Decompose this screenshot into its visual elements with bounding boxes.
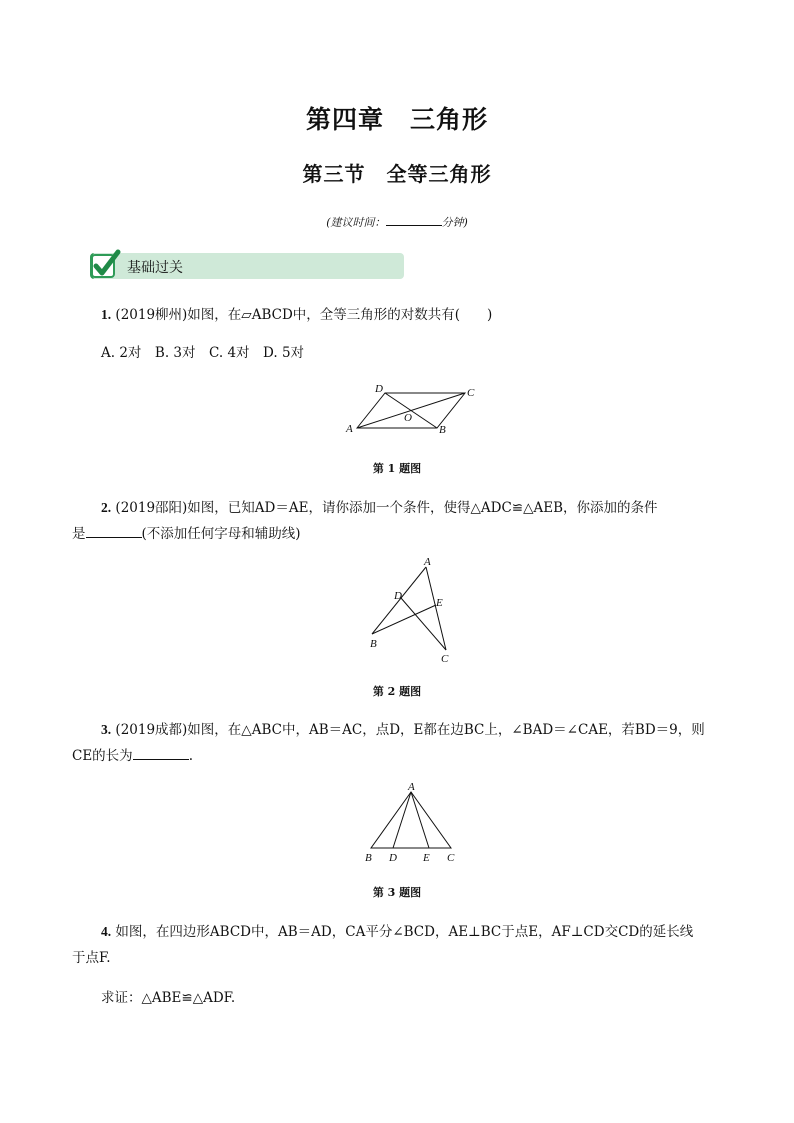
question-number: 2.	[101, 500, 112, 515]
label-d: D	[389, 852, 397, 864]
label-a: A	[424, 556, 431, 568]
question-4-proof: 求证：△ABE≌△ADF.	[101, 990, 236, 1006]
time-hint-suffix: 分钟)	[441, 216, 468, 229]
section-banner	[90, 253, 404, 279]
answer-blank[interactable]	[86, 525, 142, 538]
label-c: C	[467, 387, 475, 399]
figure-1-parallelogram	[340, 380, 480, 440]
question-text: (不添加任何字母和辅助线)	[141, 526, 301, 542]
label-o: O	[404, 412, 412, 424]
question-2	[101, 494, 726, 522]
label-a: A	[408, 781, 415, 793]
question-4-line2: 于点F.	[72, 950, 111, 966]
segment-be	[372, 605, 436, 634]
segment-ad	[393, 792, 411, 848]
label-b: B	[439, 424, 446, 436]
question-4	[101, 918, 726, 946]
question-3	[101, 716, 726, 744]
question-1	[101, 301, 726, 329]
label-b: B	[365, 852, 372, 864]
section-title: 第三节 全等三角形	[302, 162, 492, 186]
figure-2-caption: 第 2 题图	[372, 685, 422, 698]
question-1-options: A. 2对 B. 3对 C. 4对 D. 5对	[101, 345, 305, 361]
label-e: E	[423, 852, 430, 864]
question-text: (2019柳州)如图，在▱ABCD中，全等三角形的对数共有( )	[115, 307, 493, 323]
question-number: 3.	[101, 722, 112, 737]
label-c: C	[441, 653, 449, 665]
time-hint	[0, 213, 794, 230]
time-blank	[386, 213, 442, 226]
question-text: (2019邵阳)如图，已知AD＝AE，请你添加一个条件，使得△ADC≌△AEB，你添加的条件	[115, 500, 658, 516]
figure-3-isosceles-triangle	[355, 780, 467, 868]
question-number: 1.	[101, 307, 112, 322]
time-hint-prefix: (建议时间：	[326, 216, 386, 229]
label-e: E	[436, 597, 443, 609]
question-2-line2	[72, 521, 697, 548]
question-3-line2	[72, 743, 697, 770]
question-text: (2019成都)如图，在△ABC中，AB＝AC，点D，E都在边BC上，∠BAD＝∠CAE，若BD＝9，则	[115, 722, 705, 738]
label-b: B	[370, 638, 377, 650]
segment-ae	[411, 792, 429, 848]
figure-1-caption: 第 1 题图	[372, 462, 422, 475]
label-c: C	[447, 852, 455, 864]
answer-blank[interactable]	[133, 747, 189, 760]
label-d: D	[375, 383, 383, 395]
question-text: 是	[72, 526, 86, 542]
figure-2-triangles	[360, 555, 460, 667]
label-a: A	[346, 423, 353, 435]
figure-3-caption: 第 3 题图	[372, 886, 422, 899]
question-text: .	[188, 748, 193, 764]
chapter-title: 第四章 三角形	[305, 105, 488, 134]
checkmark-icon	[89, 249, 121, 281]
question-text: CE的长为	[72, 748, 133, 764]
banner-label: 基础过关	[127, 260, 183, 276]
question-text: 如图，在四边形ABCD中，AB＝AD，CA平分∠BCD，AE⊥BC于点E，AF⊥CD交CD的延长线	[115, 924, 694, 940]
label-d: D	[394, 590, 402, 602]
triangle-abc	[371, 792, 451, 848]
question-number: 4.	[101, 924, 112, 939]
